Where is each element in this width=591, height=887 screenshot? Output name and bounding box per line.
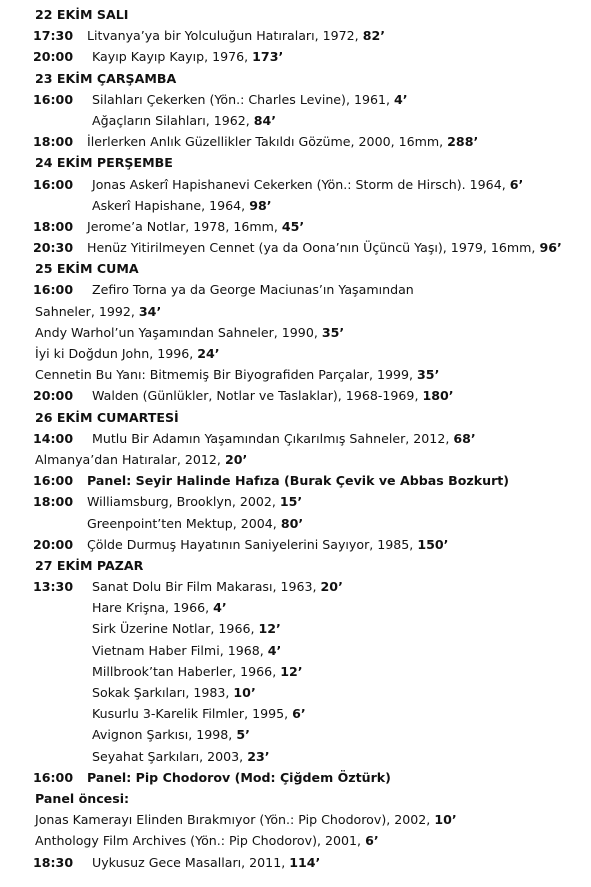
- film-info: [92, 724, 250, 745]
- day-heading: 22 EKİM SALI: [35, 7, 129, 22]
- film-duration: 23’: [247, 748, 270, 764]
- film-duration: 288’: [447, 134, 479, 150]
- screening-entry: [0, 364, 591, 385]
- day-heading: 26 EKİM CUMARTESİ: [35, 409, 179, 425]
- screening-entry: [0, 661, 591, 682]
- film-info: [92, 174, 523, 195]
- screening-entry: [0, 46, 591, 67]
- film-duration: 150’: [417, 536, 449, 552]
- film-title: Hare Krişna, 1966,: [92, 600, 214, 616]
- film-title: Cennetin Bu Yanı: Bitmemiş Bir Biyografiden Parçalar, 1999,: [35, 367, 418, 383]
- film-title: Jonas Askerî Hapishanevi Cekerken (Yön.: Storm de Hirsch). 1964,: [92, 176, 510, 192]
- film-info: [92, 428, 476, 449]
- screening-time: 16:00: [33, 176, 74, 192]
- film-title: Askerî Hapishane, 1964,: [92, 197, 250, 213]
- film-title: İlerlerken Anlık Güzellikler Takıldı Gözüme, 2000, 16mm,: [87, 134, 448, 150]
- film-info: [92, 195, 272, 216]
- film-info: [92, 852, 320, 873]
- film-duration: 6’: [292, 706, 306, 722]
- film-duration: 10’: [233, 685, 256, 700]
- panel-title: [87, 470, 509, 491]
- screening-time: 16:00: [33, 473, 74, 489]
- screening-entry: [0, 703, 591, 724]
- screening-entry: [0, 513, 591, 534]
- day-heading: 27 EKİM PAZAR: [35, 557, 144, 573]
- screening-time: 20:00: [33, 49, 74, 65]
- film-info: [87, 131, 478, 152]
- film-duration: 4’: [394, 91, 408, 107]
- film-info: [87, 25, 385, 46]
- film-title: Avignon Şarkısı, 1998,: [92, 727, 237, 743]
- day-heading: 23 EKİM ÇARŞAMBA: [35, 70, 177, 86]
- screening-time: 14:00: [33, 430, 74, 446]
- film-info: [92, 597, 227, 618]
- film-title: Williamsburg, Brooklyn, 2002,: [87, 494, 280, 510]
- film-duration: 96’: [539, 240, 562, 256]
- screening-entry: [0, 322, 591, 343]
- film-title: Kusurlu 3-Karelik Filmler, 1995,: [92, 706, 293, 722]
- screening-entry: [0, 174, 591, 195]
- screening-time: 18:30: [33, 854, 74, 870]
- film-duration: 20’: [224, 451, 248, 467]
- film-title: Andy Warhol’un Yaşamından Sahneler, 1990,: [35, 324, 322, 340]
- film-duration: 12’: [280, 663, 303, 679]
- film-info: [92, 110, 276, 131]
- screening-time: 18:00: [33, 218, 74, 234]
- film-duration: 5’: [236, 727, 250, 743]
- film-duration: 35’: [321, 324, 345, 340]
- screening-time: 17:30: [33, 28, 74, 44]
- film-duration: 34’: [138, 303, 162, 319]
- film-info: [35, 449, 247, 470]
- screening-entry: [0, 640, 591, 661]
- screening-entry: [0, 449, 591, 470]
- film-info: [92, 576, 343, 597]
- film-duration: 4’: [267, 642, 282, 658]
- film-info: [92, 279, 414, 300]
- film-duration: 24’: [197, 346, 220, 361]
- screening-entry: [0, 428, 591, 449]
- film-title: Henüz Yitirilmeyen Cennet (ya da Oona’nın Üçüncü Yaşı), 1979, 16mm,: [87, 240, 540, 256]
- film-title: Seyahat Şarkıları, 2003,: [92, 748, 248, 764]
- film-title: Kayıp Kayıp Kayıp, 1976,: [92, 49, 253, 65]
- film-title: Ağaçların Silahları, 1962,: [92, 112, 254, 128]
- film-duration: 98’: [249, 197, 272, 213]
- film-title: Vietnam Haber Filmi, 1968,: [92, 642, 268, 658]
- screening-time: 18:00: [33, 494, 74, 510]
- film-title: Sahneler, 1992,: [35, 303, 139, 319]
- screening-entry: [0, 237, 591, 258]
- screening-entry: [0, 25, 591, 46]
- screening-time: 16:00: [33, 769, 74, 785]
- screening-entry: [0, 89, 591, 110]
- film-info: [35, 830, 379, 851]
- screening-entry: [0, 491, 591, 512]
- film-info: [92, 682, 256, 703]
- film-duration: 45’: [281, 218, 305, 234]
- film-duration: 12’: [258, 621, 281, 637]
- film-info: [92, 661, 303, 682]
- film-info: [92, 46, 283, 67]
- film-title: Zefiro Torna ya da George Maciunas’ın Yaşamından: [92, 282, 414, 298]
- film-title: Anthology Film Archives (Yön.: Pip Chodorov), 2001,: [35, 833, 366, 849]
- film-duration: 173’: [252, 49, 284, 65]
- film-title: İyi ki Doğdun John, 1996,: [35, 346, 198, 361]
- film-title: Panel: Seyir Halinde Hafıza (Burak Çevik ve Abbas Bozkurt): [87, 473, 510, 489]
- screening-entry: [0, 110, 591, 131]
- film-info: [92, 89, 408, 110]
- day-heading: 24 EKİM PERŞEMBE: [35, 155, 173, 171]
- screening-entry: [0, 216, 591, 237]
- day-heading: 25 EKİM CUMA: [35, 261, 139, 277]
- film-duration: 84’: [253, 112, 277, 128]
- film-title: Jonas Kamerayı Elinden Bırakmıyor (Yön.: Pip Chodorov), 2002,: [35, 812, 435, 828]
- film-title: Uykusuz Gece Masalları, 2011,: [92, 854, 290, 870]
- film-info: [87, 491, 302, 512]
- film-info: [87, 216, 304, 237]
- film-title: Litvanya’ya bir Yolculuğun Hatıraları, 1972,: [87, 28, 363, 44]
- film-title: Panel: Pip Chodorov (Mod: Çiğdem Öztürk): [87, 769, 391, 785]
- film-info: [35, 809, 457, 830]
- screening-entry: [0, 534, 591, 555]
- screening-entry: [0, 343, 591, 364]
- screening-entry: [0, 279, 591, 300]
- film-info: [35, 343, 220, 364]
- film-title: Silahları Çekerken (Yön.: Charles Levine), 1961,: [92, 91, 395, 107]
- film-info: [87, 237, 562, 258]
- screening-time: 16:00: [33, 282, 74, 298]
- screening-time: 20:00: [33, 388, 74, 404]
- film-duration: 4’: [213, 600, 227, 616]
- film-info: [87, 534, 448, 555]
- film-title: Walden (Günlükler, Notlar ve Taslaklar), 1968-1969,: [92, 388, 423, 404]
- film-info: [92, 640, 281, 661]
- screening-time: 13:30: [33, 579, 74, 595]
- film-duration: 10’: [434, 812, 457, 828]
- film-title: Millbrook’tan Haberler, 1966,: [92, 663, 281, 679]
- screening-time: 18:00: [33, 134, 74, 150]
- screening-entry: [0, 746, 591, 767]
- film-duration: 82’: [362, 28, 385, 44]
- film-title: Almanya’dan Hatıralar, 2012,: [35, 451, 225, 467]
- panel-title: [87, 767, 391, 788]
- screening-time: 20:00: [33, 536, 74, 552]
- screening-entry: [0, 809, 591, 830]
- film-duration: 80’: [280, 515, 304, 531]
- film-title: Panel öncesi:: [35, 790, 130, 806]
- film-info: [35, 364, 439, 385]
- film-duration: 35’: [417, 367, 440, 383]
- screening-entry: [0, 131, 591, 152]
- film-duration: 114’: [289, 854, 321, 870]
- panel-entry: [0, 767, 591, 788]
- film-info: [92, 703, 306, 724]
- film-info: [35, 322, 344, 343]
- panel-entry: [0, 788, 591, 809]
- panel-entry: [0, 470, 591, 491]
- film-info: [92, 385, 454, 406]
- film-info: [87, 513, 303, 534]
- film-info: [92, 618, 281, 639]
- screening-entry: [0, 385, 591, 406]
- film-duration: 68’: [453, 430, 476, 446]
- film-title: Sokak Şarkıları, 1983,: [92, 685, 234, 700]
- film-title: Mutlu Bir Adamın Yaşamından Çıkarılmış Sahneler, 2012,: [92, 430, 454, 446]
- film-duration: 6’: [509, 176, 524, 192]
- screening-time: 16:00: [33, 91, 74, 107]
- screening-entry: [0, 830, 591, 851]
- screening-entry: [0, 618, 591, 639]
- film-title: Greenpoint’ten Mektup, 2004,: [87, 515, 281, 531]
- screening-entry: [0, 195, 591, 216]
- film-duration: 6’: [365, 833, 379, 849]
- screening-entry: [0, 597, 591, 618]
- screening-entry: [0, 682, 591, 703]
- panel-title: [35, 788, 129, 809]
- film-title: Jerome’a Notlar, 1978, 16mm,: [87, 218, 282, 234]
- film-title: Sanat Dolu Bir Film Makarası, 1963,: [92, 579, 321, 595]
- film-duration: 20’: [320, 579, 343, 595]
- film-info: [92, 746, 270, 767]
- film-info: [35, 301, 161, 322]
- screening-entry: [0, 576, 591, 597]
- film-duration: 180’: [422, 388, 454, 404]
- screening-time: 20:30: [33, 240, 74, 256]
- screening-entry: [0, 852, 591, 873]
- screening-entry: [0, 301, 591, 322]
- screening-entry: [0, 724, 591, 745]
- film-title: Çölde Durmuş Hayatının Saniyelerini Sayıyor, 1985,: [87, 536, 418, 552]
- film-duration: 15’: [279, 494, 303, 510]
- film-title: Sirk Üzerine Notlar, 1966,: [92, 621, 259, 637]
